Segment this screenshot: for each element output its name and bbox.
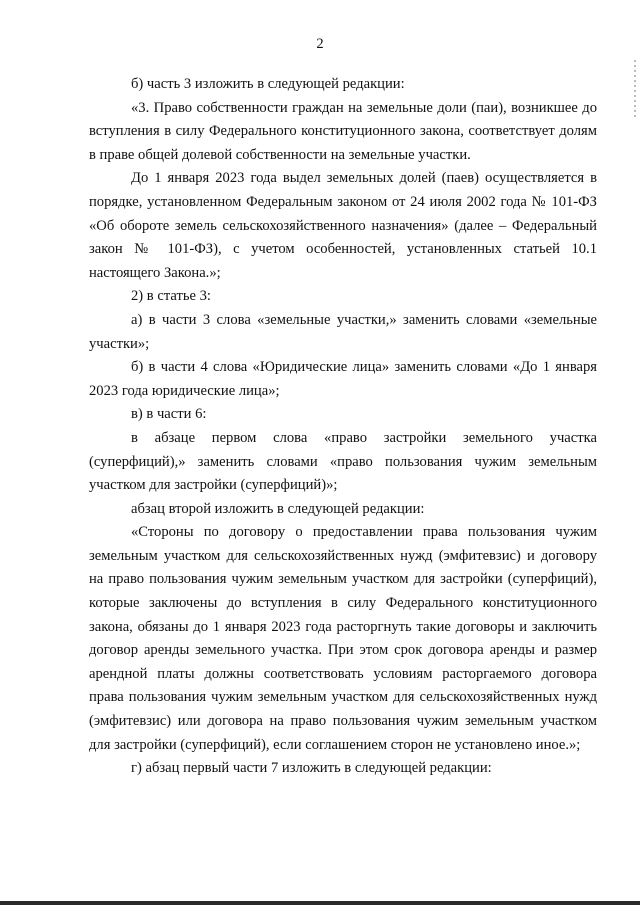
- paragraph-first-clause-replace: в абзаце первом слова «право застройки земельного участка (суперфиций),» заменить словами «право пользования чужим земельным участком для застройки (суперфиций)»;: [89, 429, 597, 494]
- paragraph-part-3-intro: б) часть 3 изложить в следующей редакции:: [131, 76, 405, 92]
- paragraph-article-3: 2) в статье 3:: [131, 288, 211, 305]
- paragraph-second-clause-intro: абзац второй изложить в следующей редакции:: [131, 500, 425, 517]
- paragraph-part-7-intro: г) абзац первый части 7 изложить в следующей редакции:: [131, 760, 492, 777]
- page-number: 2: [316, 36, 324, 52]
- paragraph-part-3-replace: а) в части 3 слова «земельные участки,» заменить словами «земельные участки»;: [89, 311, 597, 352]
- paragraph-part-6: в) в части 6:: [131, 406, 207, 423]
- paragraph-contract-parties: «Стороны по договору о предоставлении права пользования чужим земельным участком для сельскохозяйственных нужд (эмфитевзис) и договору на право пользования чужим земельным участком для застройки (суперфиций), которые заключены до вступления в силу Федерального конституционного закона, обязаны до 1 января 2023 года расторгнуть такие договоры и заключить договор аренды земельного участка. При этом срок договора аренды и размер арендной платы должны соответствовать условиям расторгаемого договора права пользования чужим земельным участком для сельскохозяйственных нужд (эмфитевзис) или договора на право пользования чужим земельным участком для застройки (суперфиций), если соглашением сторон не установлено иное.»;: [89, 524, 597, 753]
- scan-edge-mark: [634, 60, 636, 120]
- scan-bottom-edge: [0, 901, 640, 905]
- paragraph-part-4-replace: б) в части 4 слова «Юридические лица» заменить словами «До 1 января 2023 года юридические лица»;: [89, 359, 597, 399]
- paragraph-land-shares-right: «3. Право собственности граждан на земельные доли (паи), возникшее до вступления в силу Федерального конституционного закона, соответствует долям в праве общей долевой собственности на земельные участки.: [89, 99, 597, 163]
- paragraph-allocation-procedure: До 1 января 2023 года выдел земельных долей (паев) осуществляется в порядке, установленном Федеральным законом от 24 июля 2002 года № 101-ФЗ «Об обороте земель сельскохозяйственного назначения» (далее – Федеральный закон № 101-ФЗ), с учетом особенностей, установленных статьей 10.1 настоящего Закона.»;: [89, 170, 597, 281]
- document-body: [89, 73, 597, 781]
